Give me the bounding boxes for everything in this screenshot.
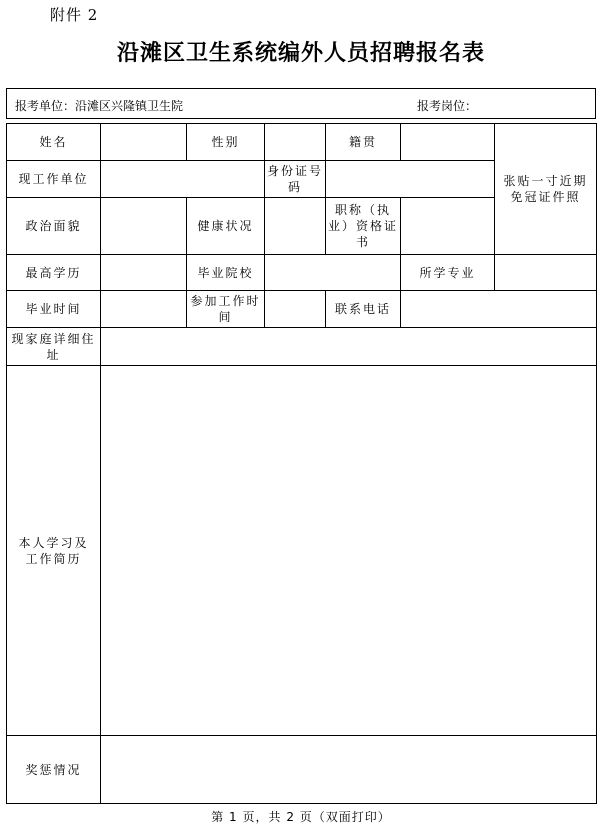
native-place-label: 籍贯 bbox=[326, 124, 401, 161]
health-label: 健康状况 bbox=[187, 198, 265, 255]
row-resume bbox=[7, 366, 597, 736]
id-number-label: 身份证号码 bbox=[265, 161, 326, 198]
education-label: 最高学历 bbox=[7, 255, 101, 291]
current-employer-label: 现工作单位 bbox=[7, 161, 101, 198]
awards-value[interactable] bbox=[101, 736, 597, 804]
grad-time-value[interactable] bbox=[101, 291, 187, 328]
resume-label: 本人学习及工作简历 bbox=[7, 366, 101, 736]
id-number-value[interactable] bbox=[326, 161, 495, 198]
work-start-value[interactable] bbox=[265, 291, 326, 328]
photo-placeholder[interactable] bbox=[495, 124, 597, 255]
registration-form-table bbox=[6, 123, 597, 804]
gender-label: 性别 bbox=[187, 124, 265, 161]
education-value[interactable] bbox=[101, 255, 187, 291]
phone-label: 联系电话 bbox=[326, 291, 401, 328]
address-value[interactable] bbox=[101, 328, 597, 366]
application-info-bar bbox=[6, 88, 596, 119]
row-education bbox=[7, 255, 597, 291]
phone-value[interactable] bbox=[401, 291, 597, 328]
apply-post-label: 报考岗位： bbox=[417, 99, 478, 113]
awards-label: 奖惩情况 bbox=[7, 736, 101, 804]
major-label: 所学专业 bbox=[401, 255, 495, 291]
attachment-label: 附件 2 bbox=[50, 6, 99, 24]
row-awards bbox=[7, 736, 597, 804]
name-label: 姓名 bbox=[7, 124, 101, 161]
gender-value[interactable] bbox=[265, 124, 326, 161]
health-value[interactable] bbox=[265, 198, 326, 255]
row-basic-info bbox=[7, 124, 597, 161]
photo-label: 张贴一寸近期免冠证件照 bbox=[503, 174, 588, 204]
row-time-phone bbox=[7, 291, 597, 328]
address-label: 现家庭详细住址 bbox=[7, 328, 101, 366]
current-employer-value[interactable] bbox=[101, 161, 265, 198]
resume-value[interactable] bbox=[101, 366, 597, 736]
form-title: 沿滩区卫生系统编外人员招聘报名表 bbox=[116, 41, 485, 66]
work-start-label: 参加工作时间 bbox=[187, 291, 265, 328]
political-status-value[interactable] bbox=[101, 198, 187, 255]
row-address bbox=[7, 328, 597, 366]
name-value[interactable] bbox=[101, 124, 187, 161]
school-value[interactable] bbox=[265, 255, 401, 291]
school-label: 毕业院校 bbox=[187, 255, 265, 291]
native-place-value[interactable] bbox=[401, 124, 495, 161]
page-footer: 第 1 页，共 2 页（双面打印） bbox=[211, 810, 391, 824]
apply-unit-label: 报考单位：沿滩区兴隆镇卫生院 bbox=[15, 99, 184, 113]
grad-time-label: 毕业时间 bbox=[7, 291, 101, 328]
major-value[interactable] bbox=[495, 255, 597, 291]
political-status-label: 政治面貌 bbox=[7, 198, 101, 255]
title-cert-label: 职称（执业）资格证书 bbox=[326, 198, 401, 255]
title-cert-value[interactable] bbox=[401, 198, 495, 255]
